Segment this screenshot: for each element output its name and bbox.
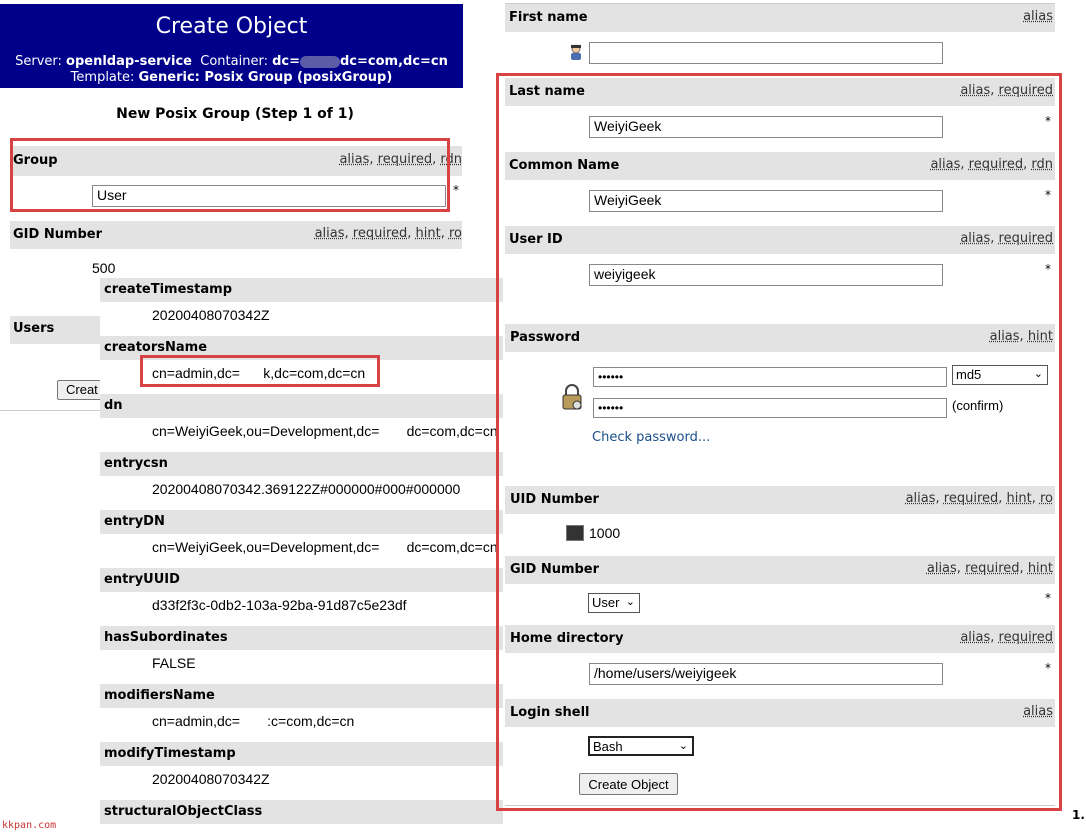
common-name-tags: alias, required, rdn — [930, 157, 1053, 172]
template-info: Template: Generic: Posix Group (posixGroup) — [70, 70, 393, 85]
last-name-label: Last name — [509, 84, 585, 99]
common-name-input[interactable]: WeiyiGeek — [589, 190, 943, 212]
uid-number-label: UID Number — [510, 492, 599, 507]
attribute-name: entrycsn — [104, 456, 168, 471]
first-name-label: First name — [509, 10, 588, 25]
user-id-input[interactable]: weiyigeek — [589, 264, 943, 286]
group-tags: alias, required, rdn — [339, 152, 462, 167]
login-shell-label: Login shell — [510, 705, 590, 720]
step-title: New Posix Group (Step 1 of 1) — [116, 106, 354, 122]
required-mark-cn: * — [1045, 188, 1051, 202]
home-directory-tags: alias, required — [960, 630, 1053, 645]
confirm-label: (confirm) — [952, 398, 1004, 413]
home-directory-label: Home directory — [510, 631, 624, 646]
left-divider — [0, 410, 100, 411]
attribute-value: cn=WeiyiGeek,ou=Development,dc= dc=com,dc=cn — [152, 423, 498, 439]
create-object-button[interactable]: Create Object — [579, 773, 678, 795]
attribute-row — [100, 452, 503, 476]
password-hash-select[interactable]: md5 ⌄ — [952, 365, 1048, 385]
gid-tags-left: alias, required, hint, ro — [314, 226, 462, 241]
attribute-value: cn=admin,dc= :c=com,dc=cn — [152, 713, 355, 729]
attribute-name: dn — [104, 398, 123, 413]
attribute-value: cn=WeiyiGeek,ou=Development,dc= dc=com,dc=cn — [152, 539, 498, 555]
home-directory-input[interactable]: /home/users/weiyigeek — [589, 663, 943, 685]
required-mark-last: * — [1045, 114, 1051, 128]
attribute-row — [100, 394, 503, 418]
attribute-name: modifyTimestamp — [104, 746, 236, 761]
gid-number-tags: alias, required, hint — [926, 561, 1053, 576]
users-row — [10, 316, 102, 344]
gid-value-left: 500 — [92, 260, 116, 276]
last-name-tags: alias, required — [960, 83, 1053, 98]
check-password-link[interactable]: Check password... — [592, 430, 711, 445]
first-name-row — [505, 4, 1055, 32]
attribute-value: 20200408070342Z — [152, 771, 270, 787]
password-tags: alias, hint — [989, 329, 1053, 344]
first-name-tags: alias — [1023, 9, 1053, 24]
user-id-tags: alias, required — [960, 231, 1053, 246]
user-icon — [569, 44, 583, 60]
uid-number-value: 1000 — [589, 525, 621, 541]
chevron-down-icon: ⌄ — [1033, 368, 1043, 380]
attribute-name: structuralObjectClass — [104, 804, 263, 819]
gid-row-left — [10, 221, 462, 249]
common-name-label: Common Name — [509, 158, 620, 173]
attribute-name: hasSubordinates — [104, 630, 228, 645]
attribute-row — [100, 626, 503, 650]
required-mark-home: * — [1045, 661, 1051, 675]
attribute-row — [100, 684, 503, 708]
login-shell-tags: alias — [1023, 704, 1053, 719]
watermark: kkpan.com — [2, 820, 57, 831]
highlight-group — [10, 138, 450, 212]
attribute-name: entryUUID — [104, 572, 180, 587]
password-label: Password — [510, 330, 581, 345]
login-shell-select[interactable]: Bash ⌄ — [588, 736, 694, 756]
page-title: Create Object — [155, 14, 308, 39]
attribute-name: createTimestamp — [104, 282, 233, 297]
users-label: Users — [13, 321, 55, 336]
attribute-name: creatorsName — [104, 340, 208, 355]
attribute-row — [100, 800, 503, 824]
attribute-value: FALSE — [152, 655, 196, 671]
server-info: Server: openldap-service Container: dc= dc=com,dc=cn — [15, 54, 448, 69]
highlight-creatorsname — [140, 355, 380, 387]
chevron-down-icon: ⌄ — [625, 596, 635, 608]
attribute-row — [100, 742, 503, 766]
attribute-row — [100, 568, 503, 592]
group-label: Group — [13, 153, 58, 168]
attribute-row — [100, 278, 503, 302]
create-button-left[interactable]: Creat — [57, 380, 107, 400]
last-name-input[interactable]: WeiyiGeek — [589, 116, 943, 138]
group-input[interactable]: User — [92, 185, 446, 207]
first-name-input[interactable] — [589, 42, 943, 64]
user-id-label: User ID — [509, 232, 563, 247]
attribute-name: modifiersName — [104, 688, 215, 703]
attribute-name: entryDN — [104, 514, 165, 529]
password-input[interactable]: •••••• — [593, 367, 947, 387]
attribute-value: cn=admin,dc= k,dc=com,dc=cn — [152, 365, 366, 381]
attribute-value: 20200408070342Z — [152, 307, 270, 323]
password-confirm-input[interactable]: •••••• — [593, 398, 947, 418]
attribute-value: d33f2f3c-0db2-103a-92ba-91d87c5e23df — [152, 597, 407, 613]
header-panel — [0, 4, 463, 88]
required-mark: * — [453, 183, 459, 197]
gid-label-left: GID Number — [13, 227, 103, 242]
attribute-value: 20200408070342.369122Z#000000#000#000000 — [152, 481, 461, 497]
attribute-row — [100, 510, 503, 534]
gid-number-label: GID Number — [510, 562, 600, 577]
highlight-right-form — [496, 73, 1062, 811]
chevron-down-icon: ⌄ — [678, 740, 688, 752]
gid-number-select[interactable]: User ⌄ — [588, 593, 640, 613]
uid-number-tags: alias, required, hint, ro — [905, 491, 1053, 506]
required-mark-uid: * — [1045, 262, 1051, 276]
required-mark-gid: * — [1045, 591, 1051, 605]
page-number: 1. — [1072, 808, 1085, 822]
